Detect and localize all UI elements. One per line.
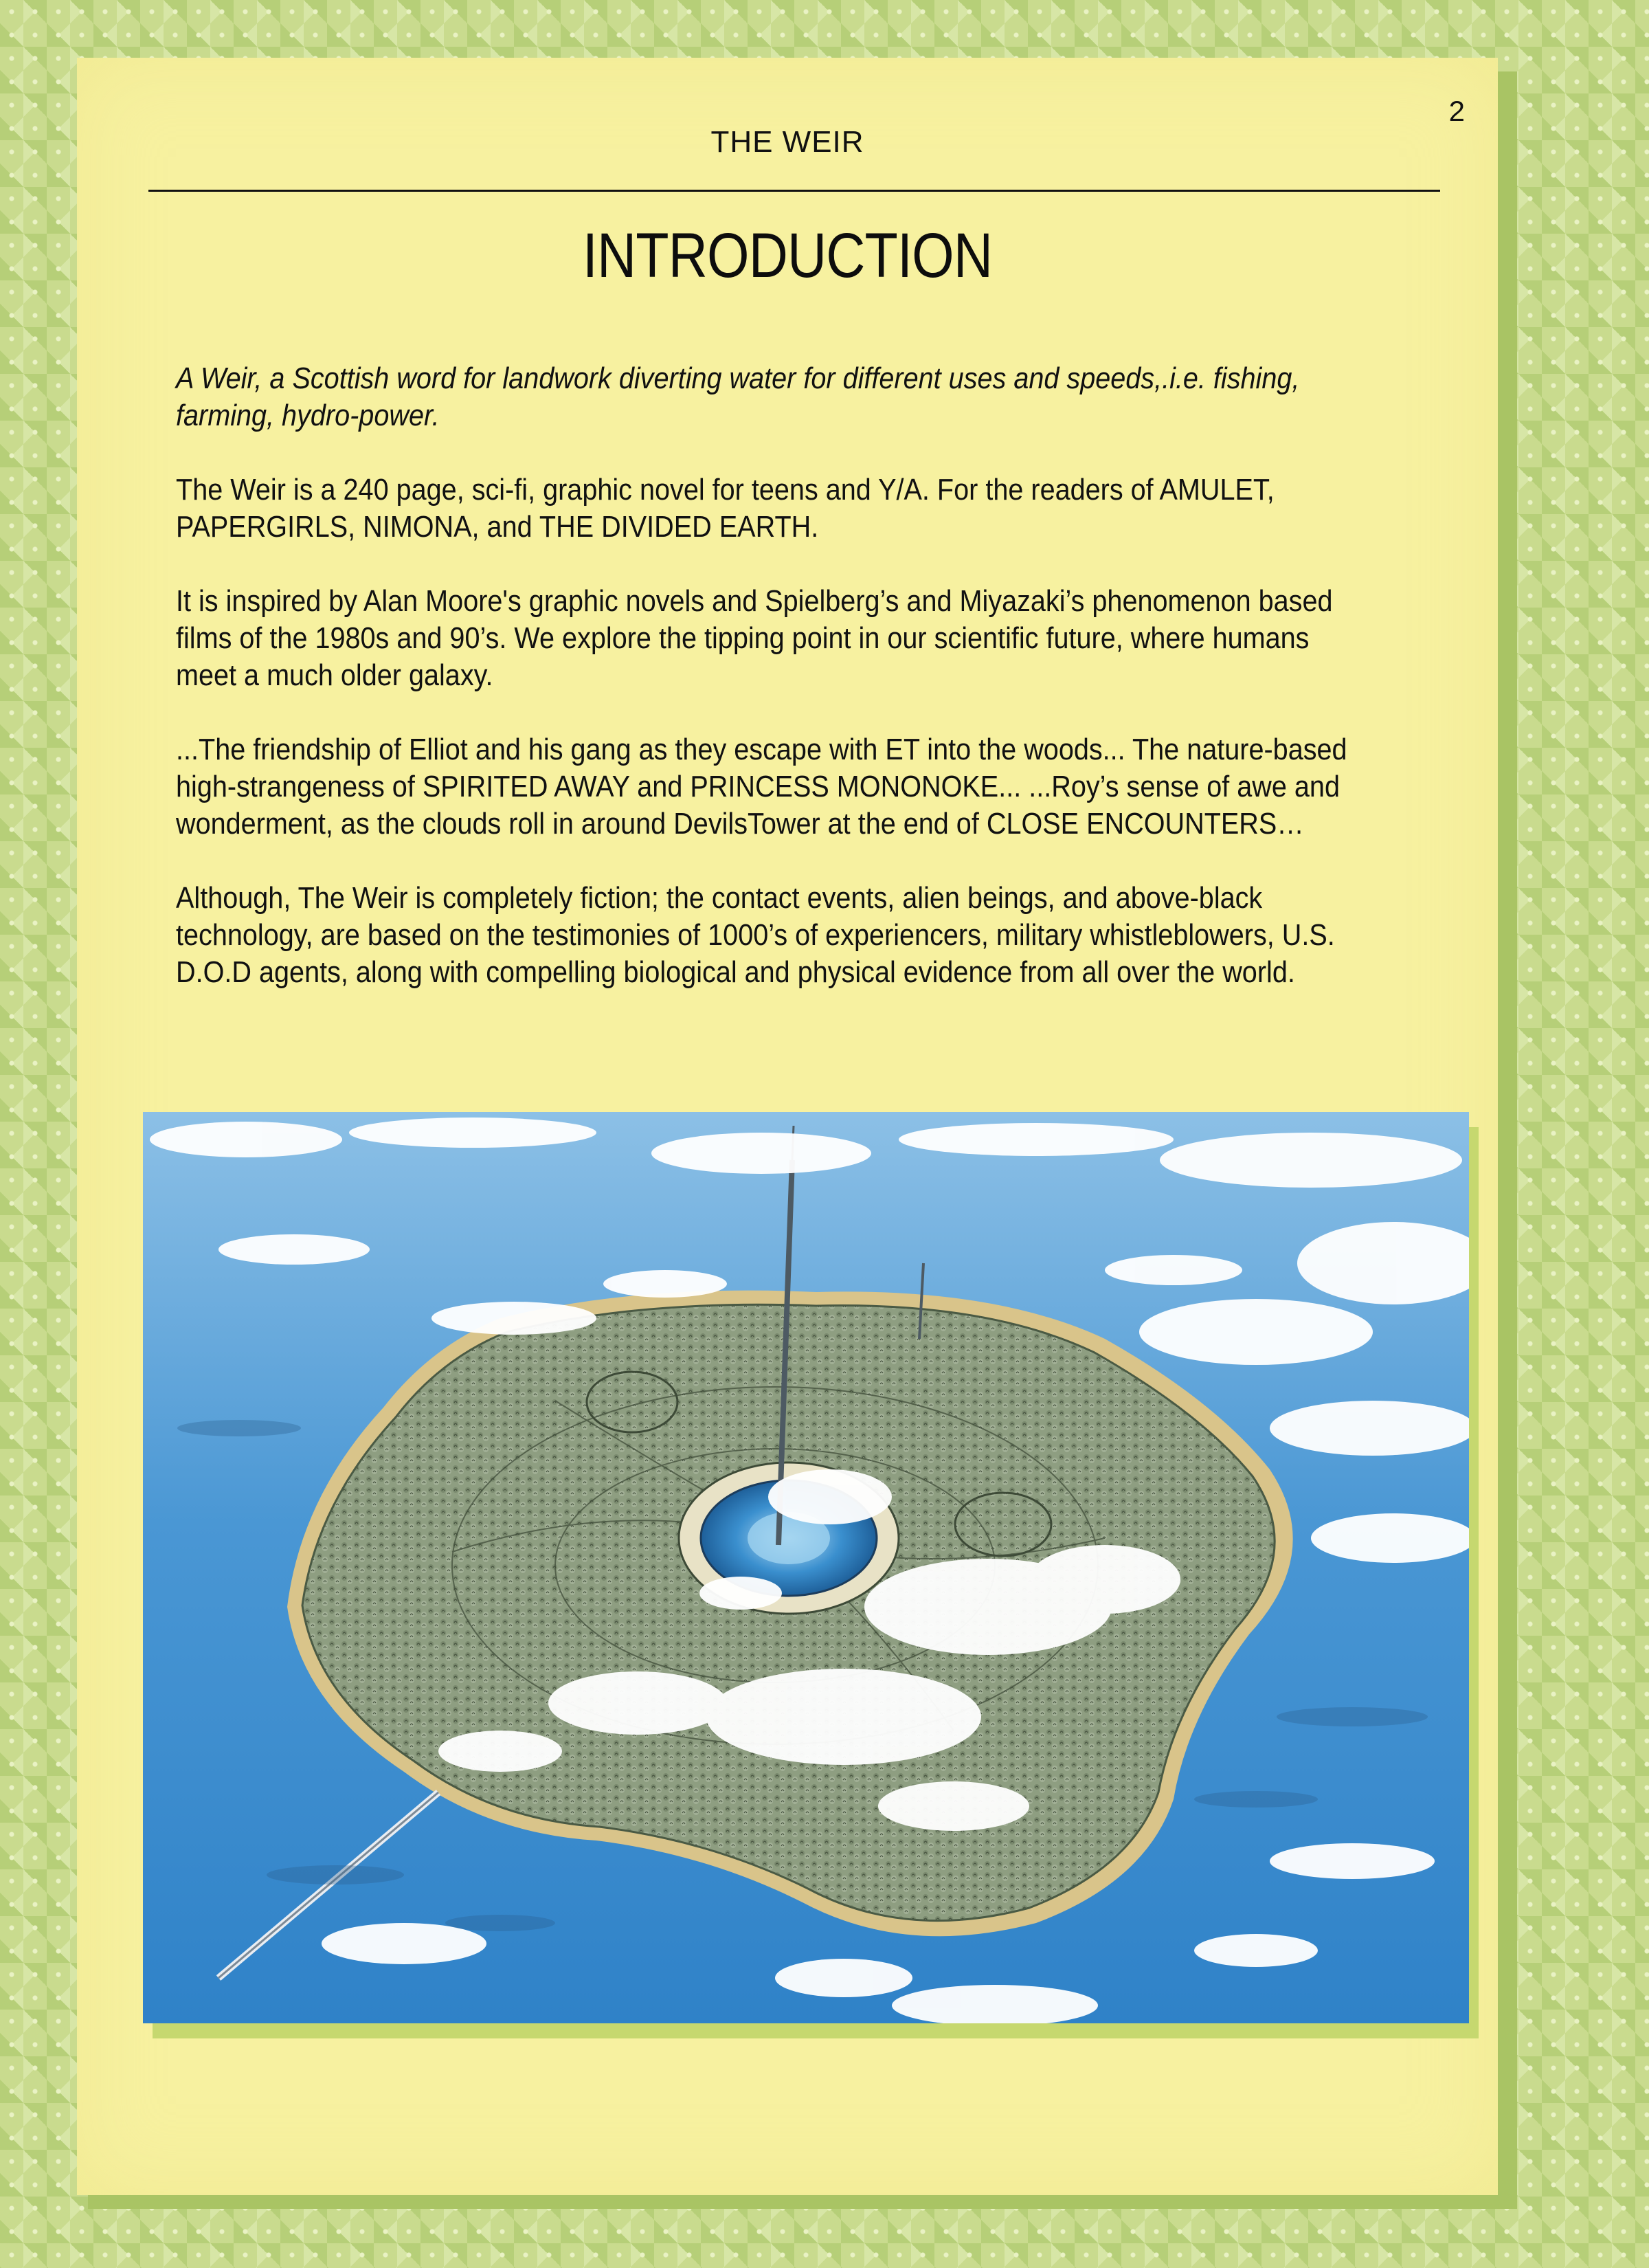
summary-paragraph: The Weir is a 240 page, sci-fi, graphic novel for teens and Y/A. For the readers of AMULET, PAPERGIRLS, NIMONA, and THE DIVIDED EARTH.	[176, 473, 1275, 544]
introduction-text	[176, 360, 1351, 1028]
header-rule	[148, 190, 1440, 192]
page-number: 2	[1448, 95, 1465, 127]
definition-paragraph: A Weir, a Scottish word for landwork diverting water for different uses and speeds,.i.e. fishing, farming, hydro-power.	[176, 362, 1300, 432]
island-illustration	[143, 1112, 1469, 2023]
running-head: THE WEIR	[710, 125, 864, 159]
references-paragraph: ...The friendship of Elliot and his gang as they escape with ET into the woods... The nature-based high-strangeness of SPIRITED AWAY and PRINCESS MONONOKE... ...Roy’s sense of awe and wonderment, as the clouds roll in around DevilsTower at the end of CLOSE ENCOUNTERS…	[176, 733, 1347, 841]
inspiration-paragraph: It is inspired by Alan Moore's graphic novels and Spielberg’s and Miyazaki’s phenomenon based films of the 1980s and 90’s. We explore the tipping point in our scientific future, where humans meet a much older galaxy.	[176, 584, 1333, 692]
island-artwork	[143, 1112, 1469, 2023]
fiction-note-paragraph: Although, The Weir is completely fiction; the contact events, alien beings, and above-black technology, are based on the testimonies of 1000’s of experiencers, military whistleblowers, U.S. D.O.D agents, along with compelling biological and physical evidence from all over the world.	[176, 881, 1335, 989]
page-title: INTRODUCTION	[582, 221, 993, 291]
